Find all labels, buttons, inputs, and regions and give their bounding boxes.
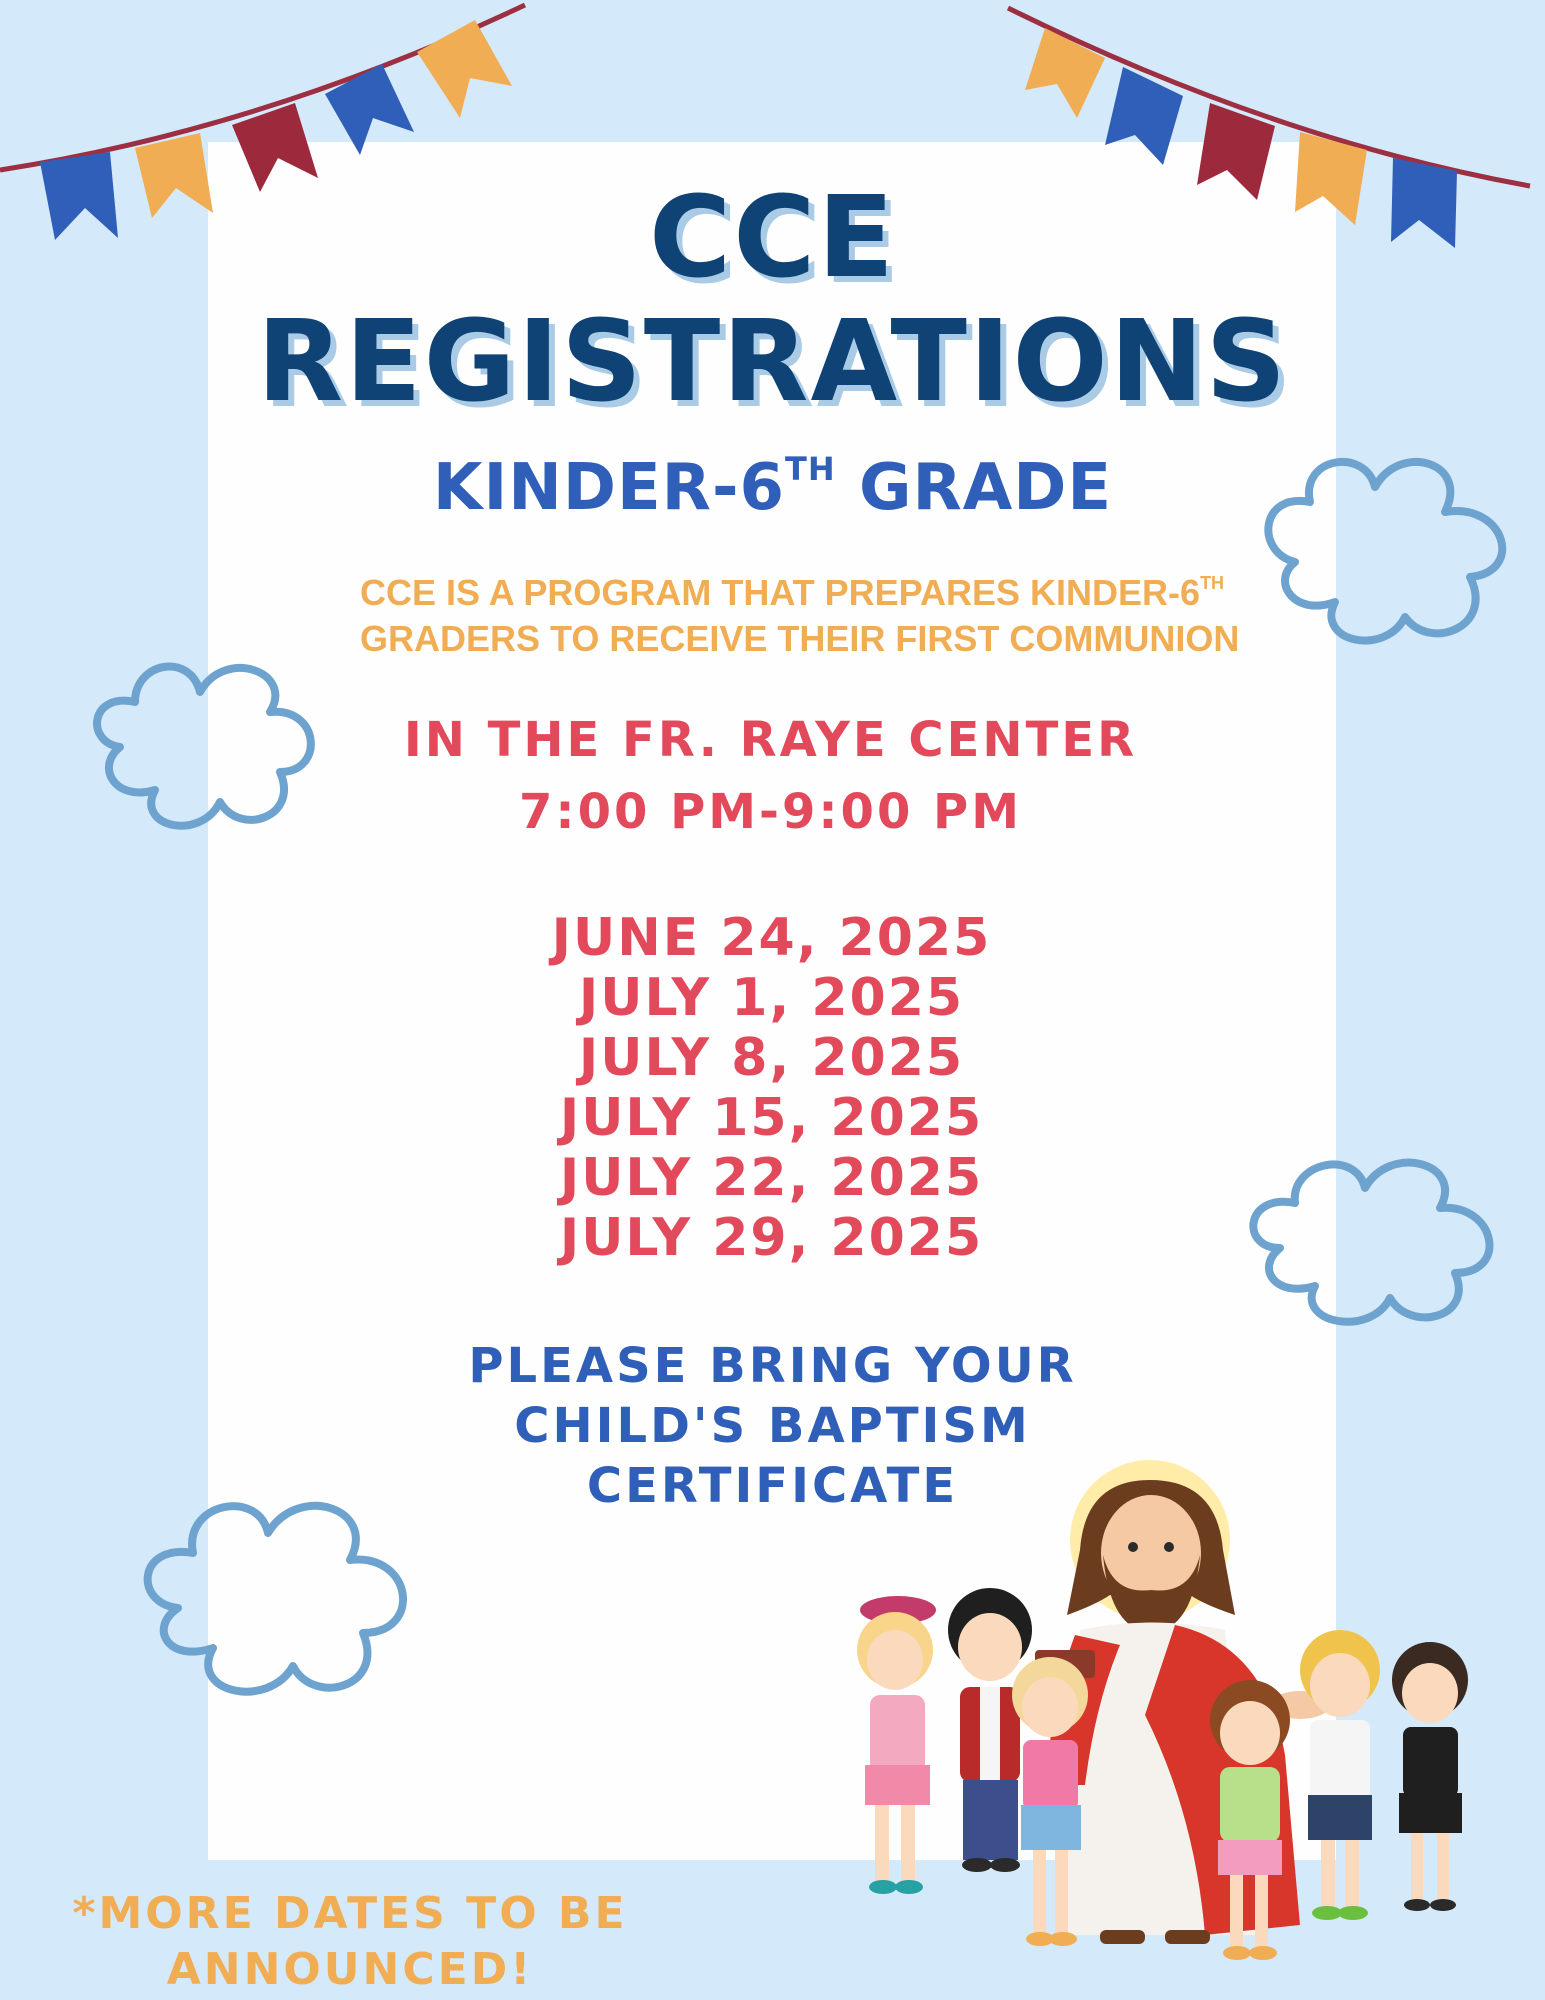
footnote-line: *MORE DATES TO BE [72,1888,628,1939]
footnote-line: ANNOUNCED! [166,1944,534,1995]
date-item: JULY 22, 2025 [559,1148,984,1208]
title-line-2: REGISTRATIONS [256,297,1289,427]
reminder-line: CHILD'S BAPTISM [514,1398,1031,1454]
date-item: JULY 1, 2025 [578,968,965,1028]
more-dates-note [70,1886,630,1998]
dates-list [0,908,1544,1268]
subtitle-end: GRADE [835,450,1113,525]
description-line-2: GRADERS TO RECEIVE THEIR FIRST COMMUNION [360,618,1240,660]
description-superscript: TH [1200,573,1225,593]
reminder-line: CERTIFICATE [586,1458,959,1514]
date-item: JULY 8, 2025 [578,1028,965,1088]
title-line-1: CCE [649,173,896,303]
location-text: IN THE FR. RAYE CENTER [403,712,1138,768]
program-description [360,560,1260,662]
reminder-line: PLEASE BRING YOUR [468,1338,1077,1394]
jesus-with-children-illustration-icon [845,1455,1545,2000]
date-item: JULY 29, 2025 [559,1208,984,1268]
time-text: 7:00 PM-9:00 PM [518,784,1022,840]
date-item: JUNE 24, 2025 [551,908,992,968]
subtitle-main: KINDER-6 [432,450,786,525]
date-item: JULY 15, 2025 [559,1088,984,1148]
subtitle-superscript: TH [785,450,836,488]
cloud-icon [128,1488,428,1710]
description-line-1-text: CCE IS A PROGRAM THAT PREPARES KINDER-6 [360,572,1201,614]
description-line-1 [360,560,1260,616]
grade-subtitle [0,450,1545,525]
